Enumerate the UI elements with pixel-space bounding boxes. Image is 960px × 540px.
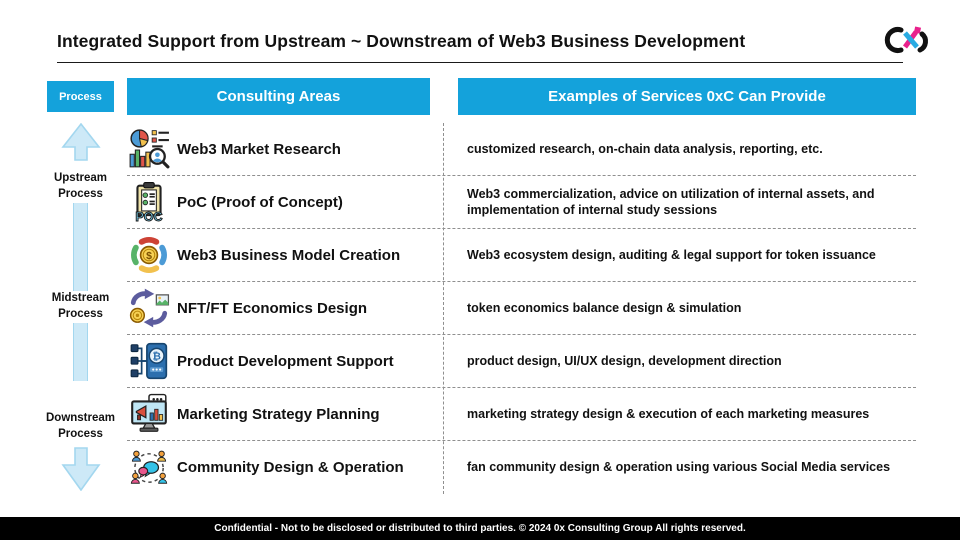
service-text: fan community design & operation using various Social Media services bbox=[467, 460, 891, 475]
column-divider bbox=[443, 123, 444, 494]
area-label: Product Development Support bbox=[177, 352, 394, 370]
arrow-up-icon bbox=[61, 123, 101, 161]
service-text: product design, UI/UX design, development direction bbox=[467, 353, 782, 368]
arrow-shaft bbox=[73, 323, 88, 381]
process-label-upstream: Upstream Process bbox=[53, 172, 108, 200]
business-model-icon bbox=[128, 234, 170, 276]
area-label: Community Design & Operation bbox=[177, 459, 404, 476]
table-row bbox=[127, 388, 916, 441]
page-title: Integrated Support from Upstream ~ Downstream of Web3 Business Development bbox=[57, 31, 746, 51]
area-label: PoC (Proof of Concept) bbox=[177, 193, 343, 211]
area-label: Web3 Market Research bbox=[177, 140, 341, 158]
header-process: Process bbox=[47, 81, 114, 112]
area-label: NFT/FT Economics Design bbox=[177, 299, 368, 317]
community-icon bbox=[128, 447, 170, 489]
table-row bbox=[127, 123, 916, 176]
market-research-icon bbox=[128, 128, 170, 170]
area-label: Marketing Strategy Planning bbox=[177, 405, 380, 423]
footer-confidential: Confidential - Not to be disclosed or distributed to third parties. © 2024 0x Consulting Group All rights reserved. bbox=[0, 517, 960, 540]
arrow-down-icon bbox=[61, 447, 101, 491]
brand-logo-0xc-icon bbox=[884, 24, 930, 56]
table-row bbox=[127, 335, 916, 388]
arrow-shaft bbox=[73, 203, 88, 291]
svg-text:$: $ bbox=[146, 249, 152, 262]
table-row bbox=[127, 441, 916, 494]
marketing-strategy-icon bbox=[128, 393, 170, 435]
process-flow-rail bbox=[47, 123, 114, 494]
nft-economics-icon bbox=[128, 287, 170, 329]
service-text: marketing strategy design & execution of each marketing measures bbox=[467, 406, 870, 421]
area-label: Web3 Business Model Creation bbox=[177, 246, 401, 264]
poc-clipboard-icon bbox=[128, 181, 170, 223]
svg-text:POC: POC bbox=[135, 209, 163, 223]
title-underline bbox=[57, 62, 903, 63]
process-label-midstream: Midstream Process bbox=[51, 292, 110, 320]
header-services: Examples of Services 0xC Can Provide bbox=[458, 78, 916, 115]
service-text: token economics balance design & simulation bbox=[467, 300, 742, 315]
table-row bbox=[127, 229, 916, 282]
process-label-downstream: Downstream Process bbox=[45, 412, 116, 440]
services-table bbox=[127, 123, 916, 494]
table-row bbox=[127, 176, 916, 229]
product-development-icon bbox=[128, 340, 170, 382]
header-consulting-areas: Consulting Areas bbox=[127, 78, 430, 115]
service-text: Web3 commercialization, advice on utilization of internal assets, and implementation of internal study sessions bbox=[467, 186, 875, 217]
svg-text:₿: ₿ bbox=[152, 350, 161, 363]
table-row bbox=[127, 282, 916, 335]
service-text: customized research, on-chain data analysis, reporting, etc. bbox=[467, 141, 823, 156]
service-text: Web3 ecosystem design, auditing & legal support for token issuance bbox=[467, 247, 876, 262]
